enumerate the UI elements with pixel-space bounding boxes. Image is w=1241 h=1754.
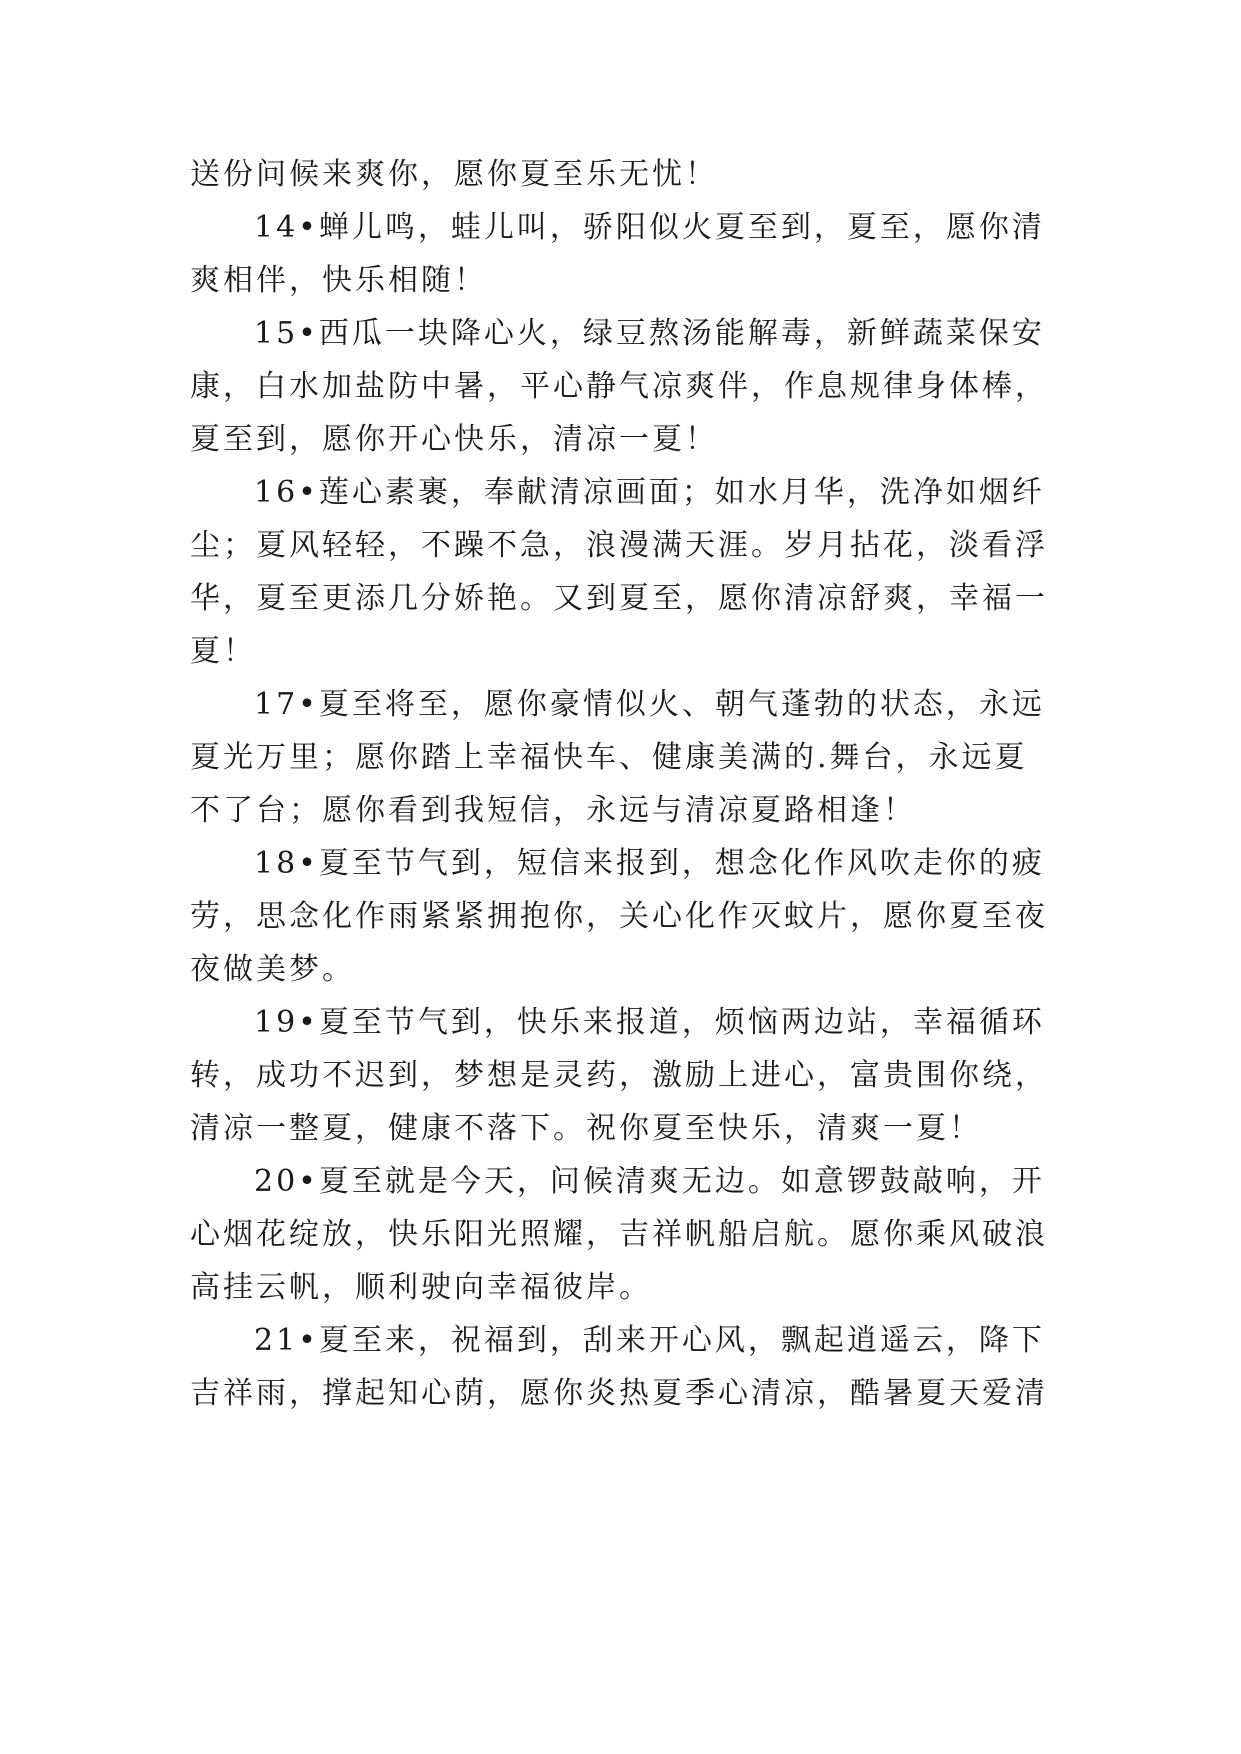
text-line: 高挂云帆，顺利驶向幸福彼岸。 <box>190 1270 652 1305</box>
text-line: 夏！ <box>190 634 256 669</box>
text-line: 16•莲心素裹，奉献清凉画面；如水月华，洗净如烟纤 <box>254 475 1045 510</box>
text-line: 14•蝉儿鸣，蛙儿叫，骄阳似火夏至到，夏至，愿你清 <box>254 210 1045 245</box>
text-line: 18•夏至节气到，短信来报到，想念化作风吹走你的疲 <box>254 846 1045 881</box>
text-line: 转，成功不迟到，梦想是灵药，激励上进心，富贵围你绕， <box>190 1058 1048 1093</box>
text-line: 17•夏至将至，愿你豪情似火、朝气蓬勃的状态，永远 <box>254 687 1045 722</box>
text-line: 21•夏至来，祝福到，刮来开心风，飘起逍遥云，降下 <box>254 1323 1045 1358</box>
text-line: 夏光万里；愿你踏上幸福快车、健康美满的.舞台，永远夏 <box>190 740 1028 775</box>
text-line: 心烟花绽放，快乐阳光照耀，吉祥帆船启航。愿你乘风破浪 <box>190 1217 1048 1252</box>
text-line: 不了台；愿你看到我短信，永远与清凉夏路相逢！ <box>190 793 916 828</box>
text-line: 19•夏至节气到，快乐来报道，烦恼两边站，幸福循环 <box>254 1005 1045 1040</box>
text-line: 劳，思念化作雨紧紧拥抱你，关心化作灭蚊片，愿你夏至夜 <box>190 899 1048 934</box>
text-line: 吉祥雨，撑起知心荫，愿你炎热夏季心清凉，酷暑夏天爱清 <box>190 1376 1048 1411</box>
text-line: 夜做美梦。 <box>190 952 355 987</box>
text-line: 20•夏至就是今天，问候清爽无边。如意锣鼓敲响，开 <box>254 1164 1045 1199</box>
text-line: 清凉一整夏，健康不落下。祝你夏至快乐，清爽一夏！ <box>190 1111 982 1146</box>
text-line: 送份问候来爽你，愿你夏至乐无忧！ <box>190 157 718 192</box>
text-line: 夏至到，愿你开心快乐，清凉一夏！ <box>190 422 718 457</box>
text-line: 爽相伴，快乐相随！ <box>190 263 487 298</box>
text-line: 15•西瓜一块降心火，绿豆熬汤能解毒，新鲜蔬菜保安 <box>254 316 1045 351</box>
text-line: 尘；夏风轻轻，不躁不急，浪漫满天涯。岁月拈花，淡看浮 <box>190 528 1048 563</box>
text-line: 康，白水加盐防中暑，平心静气凉爽伴，作息规律身体棒， <box>190 369 1048 404</box>
text-line: 华，夏至更添几分娇艳。又到夏至，愿你清凉舒爽，幸福一 <box>190 581 1048 616</box>
